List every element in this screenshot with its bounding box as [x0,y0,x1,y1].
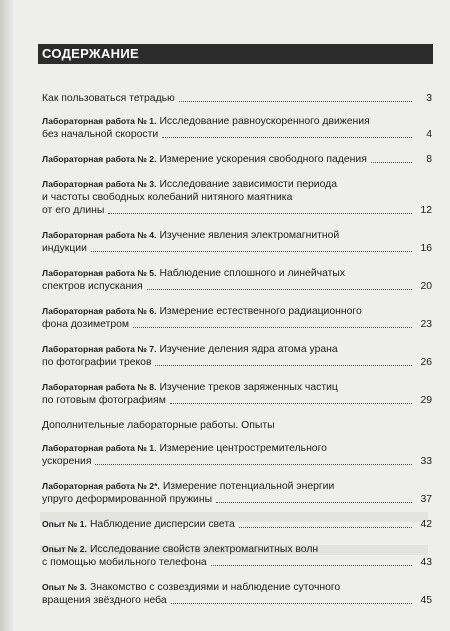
toc-entry[interactable] [42,442,432,468]
toc-entry-title: Измерение ускорения свободного падения [159,154,367,165]
toc-entry-line [42,153,432,166]
dot-leader [108,213,412,214]
toc-entry-title: Дополнительные лабораторные работы. Опыты [42,420,275,431]
toc-entry-title: Знакомство с созвездиями и наблюдение суточного [89,582,341,593]
toc-entry[interactable] [42,543,432,569]
toc-entry-line [42,442,432,455]
toc-entry-label: Лабораторная работа № 7. [42,344,157,354]
toc-entry-label: Лабораторная работа № 5. [42,268,157,278]
dot-leader [179,101,412,102]
toc-page-number: 26 [420,357,432,368]
toc-page-number: 42 [420,519,432,530]
dot-leader [155,365,412,366]
dot-leader [95,464,412,465]
toc-entry[interactable] [42,305,432,331]
toc-entry-title: Изучение треков заряженных частиц [159,382,338,393]
toc-entry-line [42,581,432,594]
toc-page-number: 45 [420,595,432,606]
toc-page-number: 29 [420,395,432,406]
toc-entry-title: от его длины [42,205,105,216]
toc-entry-title: по фотографии треков [42,357,152,368]
toc-entry-line [42,356,432,369]
toc-entry-title: Измерение центростремительного [159,443,327,454]
toc-entry-title: Наблюдение дисперсии света [89,519,235,530]
toc-entry-line [42,419,432,432]
toc-entry-title: Исследование зависимости периода [159,179,337,190]
toc-entry-line [42,518,432,531]
toc-entry[interactable] [42,229,432,255]
toc-entry[interactable] [42,178,432,217]
toc-entry[interactable] [42,581,432,607]
toc-page-number: 12 [420,205,432,216]
dot-leader [371,162,412,163]
toc-entry-title: по готовым фотографиям [42,395,166,406]
toc-entry-title: спектров испускания [42,281,143,292]
toc-entry-line [42,128,432,141]
toc-entry[interactable] [42,518,432,531]
toc-entry-title: фона дозиметром [42,319,130,330]
toc-entry-line [42,394,432,407]
dot-leader [91,251,412,252]
toc-entry[interactable] [42,267,432,293]
toc-entry-line [42,305,432,318]
toc-entry-line [42,204,432,217]
toc-entry-line [42,267,432,280]
dot-leader [239,527,412,528]
toc-entry-label: Лабораторная работа № 2. [42,154,157,164]
toc-entry[interactable] [42,480,432,506]
toc-entry-line [42,556,432,569]
page-fold-shadow [0,0,14,631]
toc-page-number: 4 [426,129,432,140]
toc-entry-title: Измерение естественного радиационного [159,306,362,317]
dot-leader [162,137,412,138]
toc-entry-line [42,191,432,204]
toc-entry-title: Как пользоваться тетрадью [42,93,175,104]
toc-entry-line [42,242,432,255]
toc-entry-line [42,493,432,506]
toc-entry-title: Исследование равноускоренного движения [159,116,370,127]
dot-leader [171,603,412,604]
toc-entry-line [42,594,432,607]
toc-entry-title: без начальной скорости [42,129,159,140]
toc-entry-line [42,318,432,331]
toc-entry-title: Наблюдение сплошного и линейчатых [159,268,346,279]
toc-page-number: 37 [420,494,432,505]
toc-entry-title: Исследование свойств электромагнитных волн [89,544,319,555]
toc-page-number: 16 [420,243,432,254]
toc-entry-title: Изучение явления электромагнитной [159,230,340,241]
dot-leader [211,565,412,566]
toc-entry[interactable] [42,419,432,432]
toc-entry-title: с помощью мобильного телефона [42,557,207,568]
toc-entry-title: ускорения [42,456,92,467]
toc-entry-label: Лабораторная работа № 3. [42,179,157,189]
toc-entry-title: Измерение потенциальной энергии [162,481,335,492]
toc-entry-line [42,480,432,493]
toc-entry[interactable] [42,381,432,407]
toc-entry-label: Лабораторная работа № 8. [42,382,157,392]
toc-entry-line [42,455,432,468]
dot-leader [147,289,412,290]
toc-page-number: 33 [420,456,432,467]
toc-entry-label: Лабораторная работа № 6. [42,306,157,316]
toc-entry-title: упруго деформированной пружины [42,494,213,505]
toc-page-number: 3 [426,93,432,104]
toc-entry-title: вращения звёздного неба [42,595,167,606]
toc-entry-line [42,115,432,128]
toc-entry-line [42,381,432,394]
toc-entry-title: и частоты свободных колебаний нитяного маятника [42,192,293,203]
dot-leader [216,502,412,503]
toc-entry-title: Изучение деления ядра атома урана [159,344,338,355]
toc-entry[interactable] [42,343,432,369]
toc-page-number: 20 [420,281,432,292]
toc-entry-line [42,178,432,191]
toc-entry-line [42,343,432,356]
toc-entry[interactable] [42,153,432,166]
toc-entry-label: Лабораторная работа № 1. [42,443,157,453]
toc-page-number: 23 [420,319,432,330]
toc-page-number: 8 [426,154,432,165]
toc-entry-label: Опыт № 2. [42,544,87,554]
toc-entry-label: Опыт № 3. [42,582,87,592]
toc-entry[interactable] [42,115,432,141]
toc-entry-line [42,543,432,556]
toc-entry-label: Лабораторная работа № 1. [42,116,157,126]
toc-entry-label: Опыт № 1. [42,519,87,529]
dot-leader [170,403,412,404]
dot-leader [133,327,412,328]
toc-entry-label: Лабораторная работа № 4. [42,230,157,240]
table-of-contents [42,92,432,619]
toc-entry-line [42,92,432,105]
toc-entry-line [42,229,432,242]
toc-entry[interactable] [42,92,432,105]
toc-entry-title: индукции [42,243,87,254]
section-title: СОДЕРЖАНИЕ [38,44,433,64]
toc-entry-label: Лабораторная работа № 2*. [42,481,160,491]
toc-entry-line [42,280,432,293]
toc-page-number: 43 [420,557,432,568]
